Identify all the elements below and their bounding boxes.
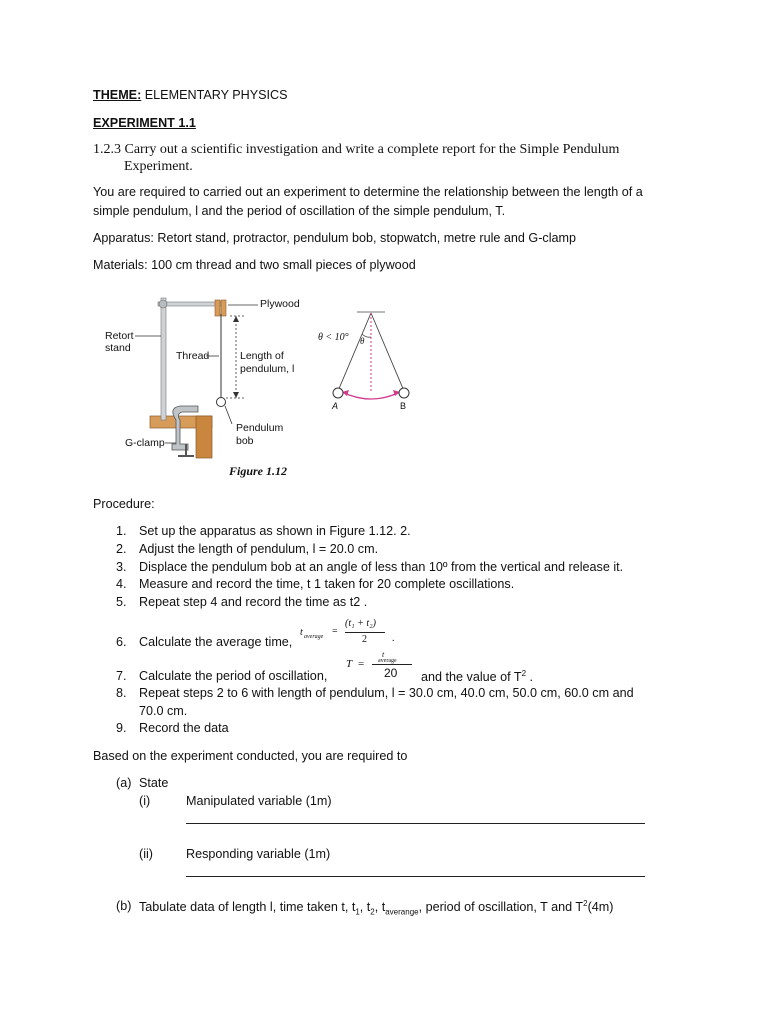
experiment-title: EXPERIMENT 1.1: [93, 116, 196, 130]
q-b-text-1: Tabulate data of length l, time taken t, t: [139, 900, 356, 915]
q-b-sub-2: 2: [370, 907, 375, 917]
formula-avg-lhs: t: [300, 627, 303, 638]
label-plywood: Plywood: [260, 298, 300, 310]
step-7-tail-sup: 2: [521, 669, 527, 678]
answer-line-a-i[interactable]: [186, 823, 645, 824]
q-a-ii-label: (ii): [139, 847, 153, 861]
figure-caption: Figure 1.12: [229, 464, 288, 478]
procedure-heading: Procedure:: [93, 497, 155, 511]
label-b: B: [400, 401, 407, 411]
step-5-text: Repeat step 4 and record the time as t2 .: [139, 595, 368, 609]
label-retort-1: Retort: [105, 330, 134, 342]
q-a-label: (a): [116, 776, 132, 790]
step-9-num: 9.: [116, 721, 127, 735]
label-length-2: pendulum, l: [240, 363, 295, 375]
formula-avg-end: .: [392, 633, 395, 644]
q-b-text-5: (4m): [587, 900, 614, 915]
intro-line-2: simple pendulum, l and the period of oscillation of the simple pendulum, T.: [93, 204, 506, 218]
label-bob-1: Pendulum: [236, 422, 284, 434]
plywood-left: [215, 300, 220, 316]
step-7-tail: [421, 669, 533, 684]
small-bob-a: [333, 388, 343, 398]
label-a: A: [332, 401, 339, 411]
step-6-num: 6.: [116, 635, 127, 649]
q-b-text-3: , t: [374, 900, 386, 915]
q-a-ii-text: Responding variable (1m): [186, 847, 331, 861]
plywood-right: [221, 300, 226, 316]
formula-t-den: 20: [384, 666, 398, 680]
stand-arm: [158, 302, 222, 306]
questions-intro: Based on the experiment conducted, you are required to: [93, 749, 408, 763]
step-1-text: Set up the apparatus as shown in Figure 1.12. 2.: [139, 524, 411, 538]
step-7-tail-end: .: [526, 670, 534, 685]
formula-t-num: t: [382, 650, 385, 659]
step-1-num: 1.: [116, 524, 127, 538]
step-9-text: Record the data: [139, 721, 229, 735]
step-4-num: 4.: [116, 577, 127, 591]
theme-value: ELEMENTARY PHYSICS: [141, 88, 288, 102]
pendulum-bob: [217, 398, 226, 407]
label-length-1: Length of: [240, 350, 284, 362]
formula-avg-num: (t₁ + t₂): [345, 618, 376, 629]
step-8-cont: 70.0 cm.: [139, 704, 188, 718]
q-a-text: State: [139, 776, 169, 790]
length-arrow-top: [233, 316, 239, 322]
step-7-num: 7.: [116, 669, 127, 683]
formula-avg-eq: =: [332, 626, 338, 637]
label-gclamp: G-clamp: [125, 437, 165, 449]
intro-line-1: You are required to carried out an experiment to determine the relationship between the length of a: [93, 185, 643, 199]
materials-text: Materials: 100 cm thread and two small pieces of plywood: [93, 258, 416, 272]
step-6-text: Calculate the average time,: [139, 635, 293, 649]
q-b-sup: 2: [583, 899, 588, 908]
task-line-1: 1.2.3 Carry out a scientific investigation and write a complete report for the Simple Pendulum: [93, 142, 620, 157]
step-2-num: 2.: [116, 542, 127, 556]
formula-t-bar: [372, 664, 412, 665]
label-angle: θ < 10°: [318, 332, 349, 343]
step-4-text: Measure and record the time, t 1 taken for 20 complete oscillations.: [139, 577, 515, 591]
step-8-text: Repeat steps 2 to 6 with length of pendulum, l = 30.0 cm, 40.0 cm, 50.0 cm, 60.0 cm and: [139, 686, 634, 700]
stand-boss: [159, 300, 167, 308]
table-side: [196, 416, 212, 458]
answer-line-a-ii[interactable]: [186, 876, 645, 877]
small-bob-b: [399, 388, 409, 398]
q-a-i-label: (i): [139, 794, 151, 808]
pendulum-left-string: [338, 313, 371, 391]
pendulum-right-string: [371, 313, 404, 391]
label-theta: θ: [360, 336, 365, 346]
formula-t-lhs: T: [346, 658, 353, 670]
q-b-sub-1: 1: [355, 907, 360, 917]
formula-t-eq: =: [358, 658, 365, 670]
label-bob-2: bob: [236, 435, 254, 447]
step-7-tail-text: and the value of T: [421, 670, 522, 685]
formula-avg-den: 2: [362, 634, 367, 645]
formula-avg-lhs-sub: average: [304, 634, 324, 640]
swing-arc: [342, 392, 400, 399]
length-arrow-bottom: [233, 392, 239, 398]
q-b-text-4: , period of oscillation, T and T: [418, 900, 584, 915]
q-b-text: [139, 899, 613, 917]
apparatus-text: Apparatus: Retort stand, protractor, pendulum bob, stopwatch, metre rule and G-clamp: [93, 231, 577, 245]
q-a-i-text: Manipulated variable (1m): [186, 794, 332, 808]
step-8-num: 8.: [116, 686, 127, 700]
task-line-2: Experiment.: [124, 159, 193, 174]
q-b-label: (b): [116, 899, 132, 913]
step-5-num: 5.: [116, 595, 127, 609]
step-7-text: Calculate the period of oscillation,: [139, 669, 328, 683]
formula-t-num-sub: average: [378, 658, 397, 664]
step-2-text: Adjust the length of pendulum, l = 20.0 cm.: [139, 542, 379, 556]
q-b-sub-3: averange: [385, 907, 419, 917]
bob-leader: [225, 406, 232, 424]
formula-avg-bar: [345, 632, 385, 633]
theme-label: THEME:: [93, 88, 142, 102]
stand-rod: [161, 298, 166, 420]
step-3-num: 3.: [116, 560, 127, 574]
step-3-text: Displace the pendulum bob at an angle of less than 10º from the vertical and release it.: [139, 560, 624, 574]
q-b-text-2: , t: [359, 900, 371, 915]
label-thread: Thread: [176, 350, 210, 362]
label-retort-2: stand: [105, 342, 131, 354]
